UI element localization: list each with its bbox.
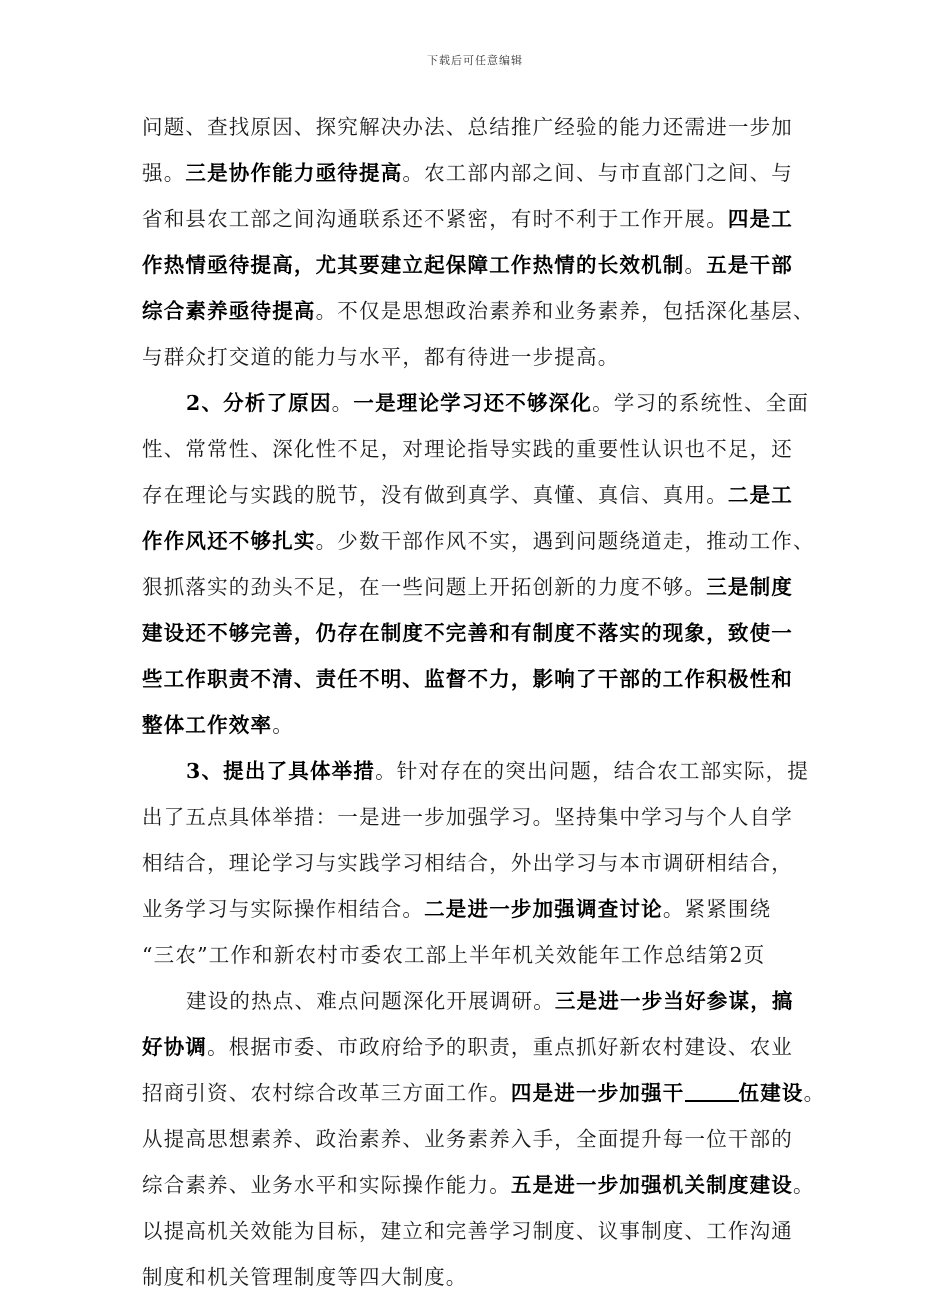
text-line <box>142 1162 832 1208</box>
text-line <box>142 794 832 840</box>
text-segment: 狠抓落实的劲头不足，在一些问题上开拓创新的力度不够。 <box>142 575 707 599</box>
text-segment: 。学习的系统性、全面 <box>592 391 810 415</box>
text-segment: 制度和机关管理制度等四大制度。 <box>142 1265 468 1289</box>
bold-text-segment: 五是干部 <box>706 253 794 277</box>
bold-text-segment: 好协调 <box>142 1035 208 1059</box>
bold-text-segment: 伍建设 <box>738 1081 804 1105</box>
text-line <box>142 472 832 518</box>
text-line <box>142 886 832 932</box>
text-line <box>142 242 832 288</box>
bold-text-segment: 三是进一步当好参谋，搞 <box>554 989 794 1013</box>
text-segment: 从提高思想素养、政治素养、业务素养入手，全面提升每一位干部的 <box>142 1127 793 1151</box>
bold-text-segment: 作热情亟待提高，尤其要建立起保障工作热情的长效机制 <box>142 253 685 277</box>
text-segment: 建设的热点、难点问题深化开展调研。 <box>186 989 555 1013</box>
bold-text-segment: 二是工 <box>727 483 794 507</box>
text-segment: 。 <box>272 713 294 737</box>
text-segment: 。紧紧围绕 <box>662 897 772 921</box>
bold-text-segment: 四是进一步加强干 <box>510 1081 685 1105</box>
text-line <box>142 656 832 702</box>
text-line <box>142 564 832 610</box>
text-segment: 以提高机关效能为目标，建立和完善学习制度、议事制度、工作沟通 <box>142 1219 793 1243</box>
text-segment: “三农”工作和新农村市委农工部上半年机关效能年工作总结第2页 <box>142 943 766 967</box>
text-line <box>142 334 832 380</box>
text-segment: 。 <box>793 1173 815 1197</box>
text-segment: 。针对存在的突出问题，结合农工部实际，提 <box>375 759 810 783</box>
bold-text-segment: 四是工 <box>727 207 794 231</box>
text-line <box>142 978 832 1024</box>
text-segment: 强。 <box>142 161 186 185</box>
text-line <box>142 840 832 886</box>
text-segment: 出了五点具体举措：一是进一步加强学习。坚持集中学习与个人自学 <box>142 805 793 829</box>
text-line <box>142 426 832 472</box>
text-segment: 。 <box>684 253 707 277</box>
bold-text-segment: 些工作职责不清、责任不明、监督不力，影响了干部的工作积极性和 <box>142 667 793 691</box>
page-header: 下载后可任意编辑 <box>427 54 523 67</box>
bold-text-segment: 建设还不够完善，仍存在制度不完善和有制度不落实的现象，致使一 <box>142 621 793 645</box>
text-segment: 问题、查找原因、探究解决办法、总结推广经验的能力还需进一步加 <box>142 115 793 139</box>
text-segment: 。 <box>803 1081 826 1105</box>
text-segment: 业务学习与实际操作相结合。 <box>142 897 425 921</box>
text-line <box>142 1070 832 1116</box>
text-line <box>142 288 832 334</box>
text-line <box>142 610 832 656</box>
text-segment: 。 <box>331 391 354 415</box>
text-line <box>142 1024 832 1070</box>
text-segment: 存在理论与实践的脱节，没有做到真学、真懂、真信、真用。 <box>142 483 728 507</box>
text-segment: 招商引资、农村综合改革三方面工作。 <box>142 1081 511 1105</box>
bold-text-segment: 三是协作能力亟待提高 <box>185 161 403 185</box>
text-line <box>142 1208 832 1254</box>
bold-text-segment: 综合素养亟待提高 <box>142 299 316 323</box>
text-line <box>142 932 832 978</box>
text-line <box>142 150 832 196</box>
text-line <box>142 748 832 794</box>
text-line <box>142 380 832 426</box>
bold-text-segment: 2、分析了原因 <box>186 391 332 415</box>
bold-text-segment: 3、提出了具体举措 <box>186 759 376 783</box>
text-line <box>142 1254 832 1300</box>
bold-text-segment: 三是制度 <box>706 575 794 599</box>
bold-text-segment: 整体工作效率 <box>142 713 273 737</box>
text-line <box>142 518 832 564</box>
document-body <box>142 104 832 1300</box>
text-segment: 与群众打交道的能力与水平，都有待进一步提高。 <box>142 345 620 369</box>
text-segment: 。农工部内部之间、与市直部门之间、与 <box>402 161 794 185</box>
text-line <box>142 702 832 748</box>
text-segment: 相结合，理论学习与实践学习相结合，外出学习与本市调研相结合， <box>142 851 793 875</box>
text-segment: 省和县农工部之间沟通联系还不紧密，有时不利于工作开展。 <box>142 207 728 231</box>
text-line <box>142 104 832 150</box>
text-segment: 。根据市委、市政府给予的职责，重点抓好新农村建设、农业 <box>207 1035 794 1059</box>
text-line <box>142 1116 832 1162</box>
bold-text-segment: 五是进一步加强机关制度建设 <box>510 1173 794 1197</box>
text-segment: 性、常常性、深化性不足，对理论指导实践的重要性认识也不足，还 <box>142 437 793 461</box>
bold-text-segment: 二是进一步加强调查讨论 <box>424 897 663 921</box>
fill-in-blank <box>685 1080 739 1102</box>
text-segment: 。少数干部作风不实，遇到问题绕道走，推动工作、 <box>315 529 815 553</box>
bold-text-segment: 一是理论学习还不够深化 <box>353 391 593 415</box>
text-line <box>142 196 832 242</box>
bold-text-segment: 作作风还不够扎实 <box>142 529 316 553</box>
text-segment: 。不仅是思想政治素养和业务素养，包括深化基层、 <box>315 299 815 323</box>
text-segment: 综合素养、业务水平和实际操作能力。 <box>142 1173 511 1197</box>
